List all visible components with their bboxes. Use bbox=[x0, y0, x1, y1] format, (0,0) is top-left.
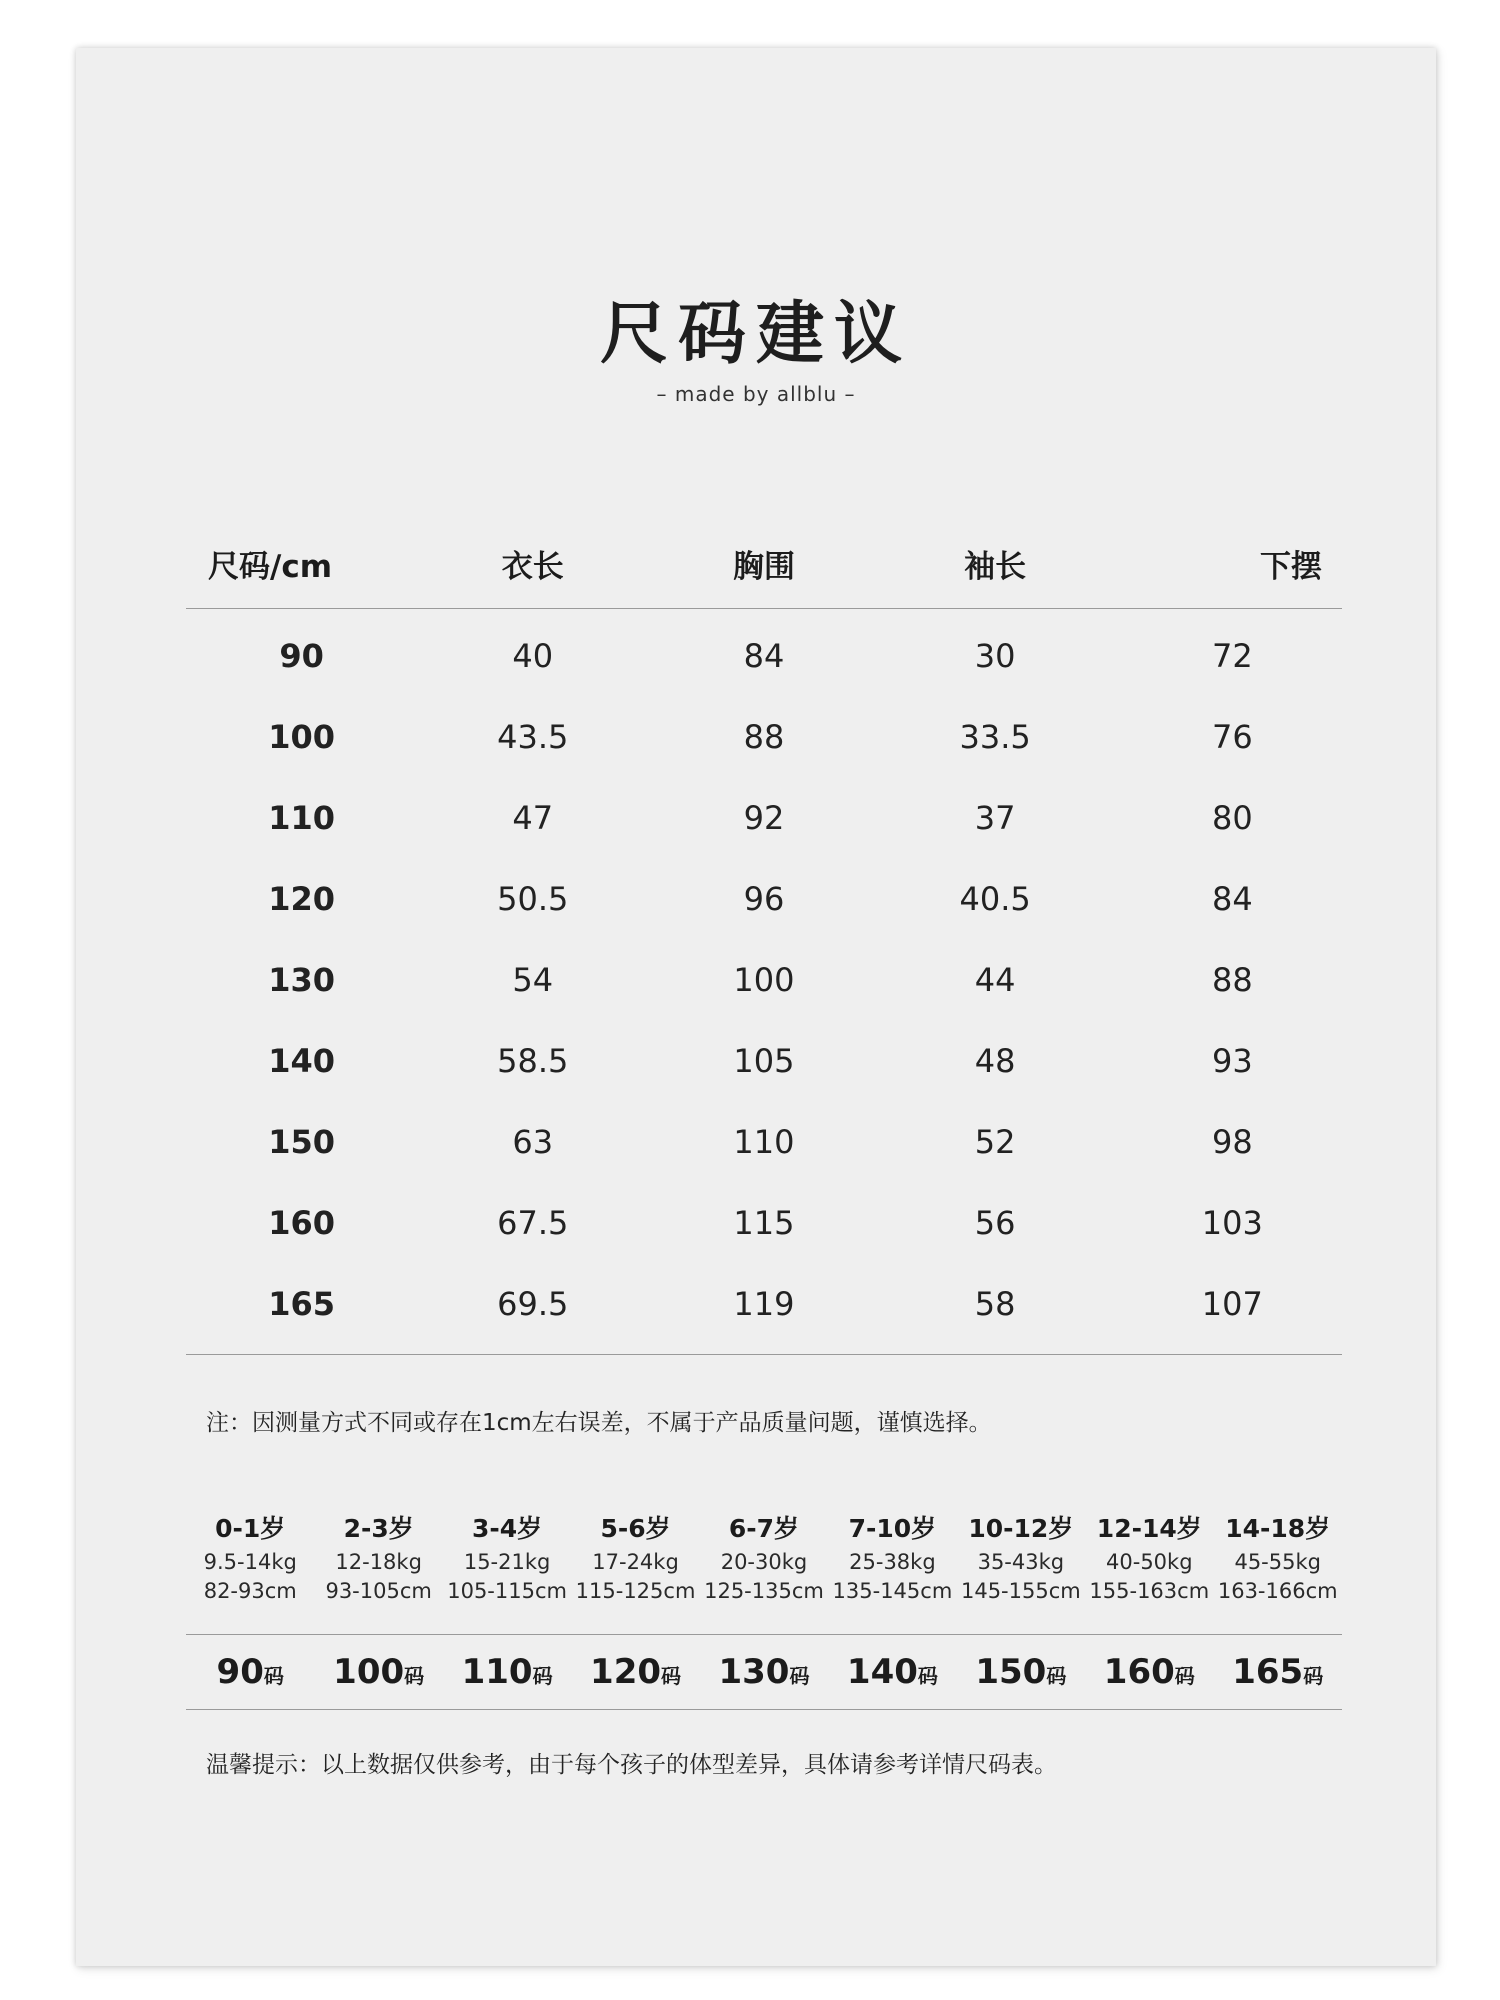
chest-cell: 96 bbox=[743, 879, 785, 918]
hem-cell: 72 bbox=[1211, 636, 1253, 675]
header-chest: 胸围 bbox=[732, 548, 795, 585]
age-range: 2-3岁 bbox=[343, 1514, 414, 1543]
size-cell: 150 bbox=[268, 1122, 335, 1161]
table-row bbox=[186, 615, 1342, 696]
table-row bbox=[186, 1182, 1342, 1263]
size-code-unit: 码 bbox=[661, 1664, 682, 1688]
header-sleeve: 袖长 bbox=[964, 548, 1027, 585]
size-table-header bbox=[186, 518, 1342, 609]
age-range: 10-12岁 bbox=[968, 1514, 1074, 1543]
sleeve-cell: 33.5 bbox=[959, 717, 1031, 756]
age-guide-item bbox=[186, 1510, 314, 1606]
size-cell: 160 bbox=[268, 1203, 335, 1242]
hem-cell: 107 bbox=[1201, 1284, 1263, 1323]
header-hem: 下摆 bbox=[1259, 548, 1322, 585]
table-row bbox=[186, 858, 1342, 939]
page-subtitle: – made by allblu – bbox=[656, 382, 856, 406]
length-cell: 43.5 bbox=[497, 717, 569, 756]
weight-range: 45-55kg bbox=[1234, 1550, 1321, 1574]
size-code bbox=[314, 1652, 442, 1692]
size-cell: 130 bbox=[268, 960, 335, 999]
chest-cell: 92 bbox=[743, 798, 785, 837]
size-chart-card bbox=[76, 48, 1436, 1966]
page-title: 尺码建议 bbox=[599, 295, 912, 374]
size-code bbox=[443, 1652, 571, 1692]
size-code-number: 90 bbox=[216, 1652, 264, 1692]
height-range: 135-145cm bbox=[832, 1579, 953, 1603]
size-code-unit: 码 bbox=[1174, 1664, 1195, 1688]
length-cell: 47 bbox=[512, 798, 554, 837]
age-guide-item bbox=[571, 1510, 699, 1606]
age-range: 14-18岁 bbox=[1225, 1514, 1331, 1543]
hem-cell: 76 bbox=[1211, 717, 1253, 756]
length-cell: 69.5 bbox=[497, 1284, 569, 1323]
height-range: 82-93cm bbox=[203, 1579, 297, 1603]
size-cell: 140 bbox=[268, 1041, 335, 1080]
height-range: 145-155cm bbox=[960, 1579, 1081, 1603]
reference-tip: 温馨提示：以上数据仅供参考，由于每个孩子的体型差异，具体请参考详情尺码表。 bbox=[206, 1752, 1057, 1778]
hem-cell: 88 bbox=[1211, 960, 1253, 999]
size-code-unit: 码 bbox=[1046, 1664, 1067, 1688]
hem-cell: 80 bbox=[1211, 798, 1253, 837]
size-code-number: 130 bbox=[718, 1652, 790, 1692]
size-cell: 100 bbox=[268, 717, 335, 756]
weight-range: 9.5-14kg bbox=[203, 1550, 297, 1574]
size-table-body bbox=[186, 609, 1342, 1355]
size-code bbox=[1085, 1652, 1213, 1692]
chest-cell: 100 bbox=[733, 960, 795, 999]
weight-range: 40-50kg bbox=[1106, 1550, 1193, 1574]
size-code-unit: 码 bbox=[404, 1664, 425, 1688]
age-range: 7-10岁 bbox=[848, 1514, 937, 1543]
size-code-unit: 码 bbox=[1303, 1664, 1324, 1688]
age-guide-item bbox=[700, 1510, 828, 1606]
size-code-unit: 码 bbox=[917, 1664, 938, 1688]
age-guide-item bbox=[443, 1510, 571, 1606]
length-cell: 50.5 bbox=[497, 879, 569, 918]
size-code-row bbox=[186, 1634, 1342, 1710]
height-range: 125-135cm bbox=[704, 1579, 824, 1603]
measurement-note: 注：因测量方式不同或存在1cm左右误差，不属于产品质量问题，谨慎选择。 bbox=[206, 1410, 992, 1436]
weight-range: 12-18kg bbox=[335, 1550, 422, 1574]
size-code bbox=[828, 1652, 956, 1692]
weight-range: 17-24kg bbox=[592, 1550, 679, 1574]
table-row bbox=[186, 1101, 1342, 1182]
age-range: 5-6岁 bbox=[600, 1514, 671, 1543]
header-length: 衣长 bbox=[501, 548, 564, 585]
sleeve-cell: 30 bbox=[974, 636, 1016, 675]
size-code-number: 140 bbox=[846, 1652, 918, 1692]
length-cell: 63 bbox=[512, 1122, 554, 1161]
size-cell: 90 bbox=[279, 636, 324, 675]
sleeve-cell: 37 bbox=[974, 798, 1016, 837]
height-range: 115-125cm bbox=[575, 1579, 696, 1603]
table-row bbox=[186, 1263, 1342, 1344]
age-range: 12-14岁 bbox=[1096, 1514, 1202, 1543]
table-row bbox=[186, 939, 1342, 1020]
size-code-unit: 码 bbox=[263, 1664, 284, 1688]
size-table bbox=[186, 518, 1342, 1355]
size-code-number: 110 bbox=[461, 1652, 533, 1692]
size-code-number: 100 bbox=[333, 1652, 405, 1692]
age-guide-item bbox=[1085, 1510, 1213, 1606]
height-range: 93-105cm bbox=[325, 1579, 432, 1603]
sleeve-cell: 44 bbox=[974, 960, 1016, 999]
chest-cell: 84 bbox=[743, 636, 785, 675]
height-range: 155-163cm bbox=[1089, 1579, 1210, 1603]
size-code bbox=[571, 1652, 699, 1692]
size-code-number: 150 bbox=[975, 1652, 1047, 1692]
size-code bbox=[700, 1652, 828, 1692]
hem-cell: 84 bbox=[1211, 879, 1253, 918]
age-guide-item bbox=[828, 1510, 956, 1606]
header-size: 尺码/cm bbox=[208, 548, 332, 585]
table-row bbox=[186, 1020, 1342, 1101]
table-row bbox=[186, 777, 1342, 858]
sleeve-cell: 40.5 bbox=[959, 879, 1031, 918]
chest-cell: 110 bbox=[733, 1122, 795, 1161]
age-guide-item bbox=[957, 1510, 1085, 1606]
size-cell: 110 bbox=[268, 798, 335, 837]
weight-range: 35-43kg bbox=[977, 1550, 1065, 1574]
age-guide bbox=[186, 1510, 1342, 1606]
age-guide-item bbox=[314, 1510, 442, 1606]
height-range: 163-166cm bbox=[1217, 1579, 1338, 1603]
age-range: 3-4岁 bbox=[472, 1514, 543, 1543]
length-cell: 40 bbox=[512, 636, 554, 675]
hem-cell: 103 bbox=[1201, 1203, 1263, 1242]
sleeve-cell: 56 bbox=[974, 1203, 1016, 1242]
length-cell: 54 bbox=[512, 960, 554, 999]
chest-cell: 115 bbox=[733, 1203, 795, 1242]
table-row bbox=[186, 696, 1342, 777]
hem-cell: 93 bbox=[1211, 1041, 1253, 1080]
hem-cell: 98 bbox=[1211, 1122, 1253, 1161]
size-code-unit: 码 bbox=[789, 1664, 810, 1688]
length-cell: 67.5 bbox=[497, 1203, 569, 1242]
sleeve-cell: 48 bbox=[974, 1041, 1016, 1080]
weight-range: 15-21kg bbox=[463, 1550, 551, 1574]
size-code bbox=[1214, 1652, 1342, 1692]
size-code-number: 165 bbox=[1232, 1652, 1304, 1692]
weight-range: 25-38kg bbox=[849, 1550, 936, 1574]
size-code bbox=[186, 1652, 314, 1692]
sleeve-cell: 58 bbox=[974, 1284, 1016, 1323]
age-range: 0-1岁 bbox=[215, 1514, 286, 1543]
age-range: 6-7岁 bbox=[728, 1514, 800, 1543]
weight-range: 20-30kg bbox=[720, 1550, 808, 1574]
size-code-number: 120 bbox=[590, 1652, 662, 1692]
chest-cell: 119 bbox=[733, 1284, 795, 1323]
length-cell: 58.5 bbox=[497, 1041, 569, 1080]
sleeve-cell: 52 bbox=[974, 1122, 1016, 1161]
height-range: 105-115cm bbox=[447, 1579, 567, 1603]
size-cell: 120 bbox=[268, 879, 335, 918]
size-cell: 165 bbox=[268, 1284, 335, 1323]
age-guide-item bbox=[1214, 1510, 1342, 1606]
size-code bbox=[957, 1652, 1085, 1692]
chest-cell: 88 bbox=[743, 717, 785, 756]
size-code-number: 160 bbox=[1103, 1652, 1175, 1692]
size-code-unit: 码 bbox=[532, 1664, 553, 1688]
chest-cell: 105 bbox=[733, 1041, 795, 1080]
